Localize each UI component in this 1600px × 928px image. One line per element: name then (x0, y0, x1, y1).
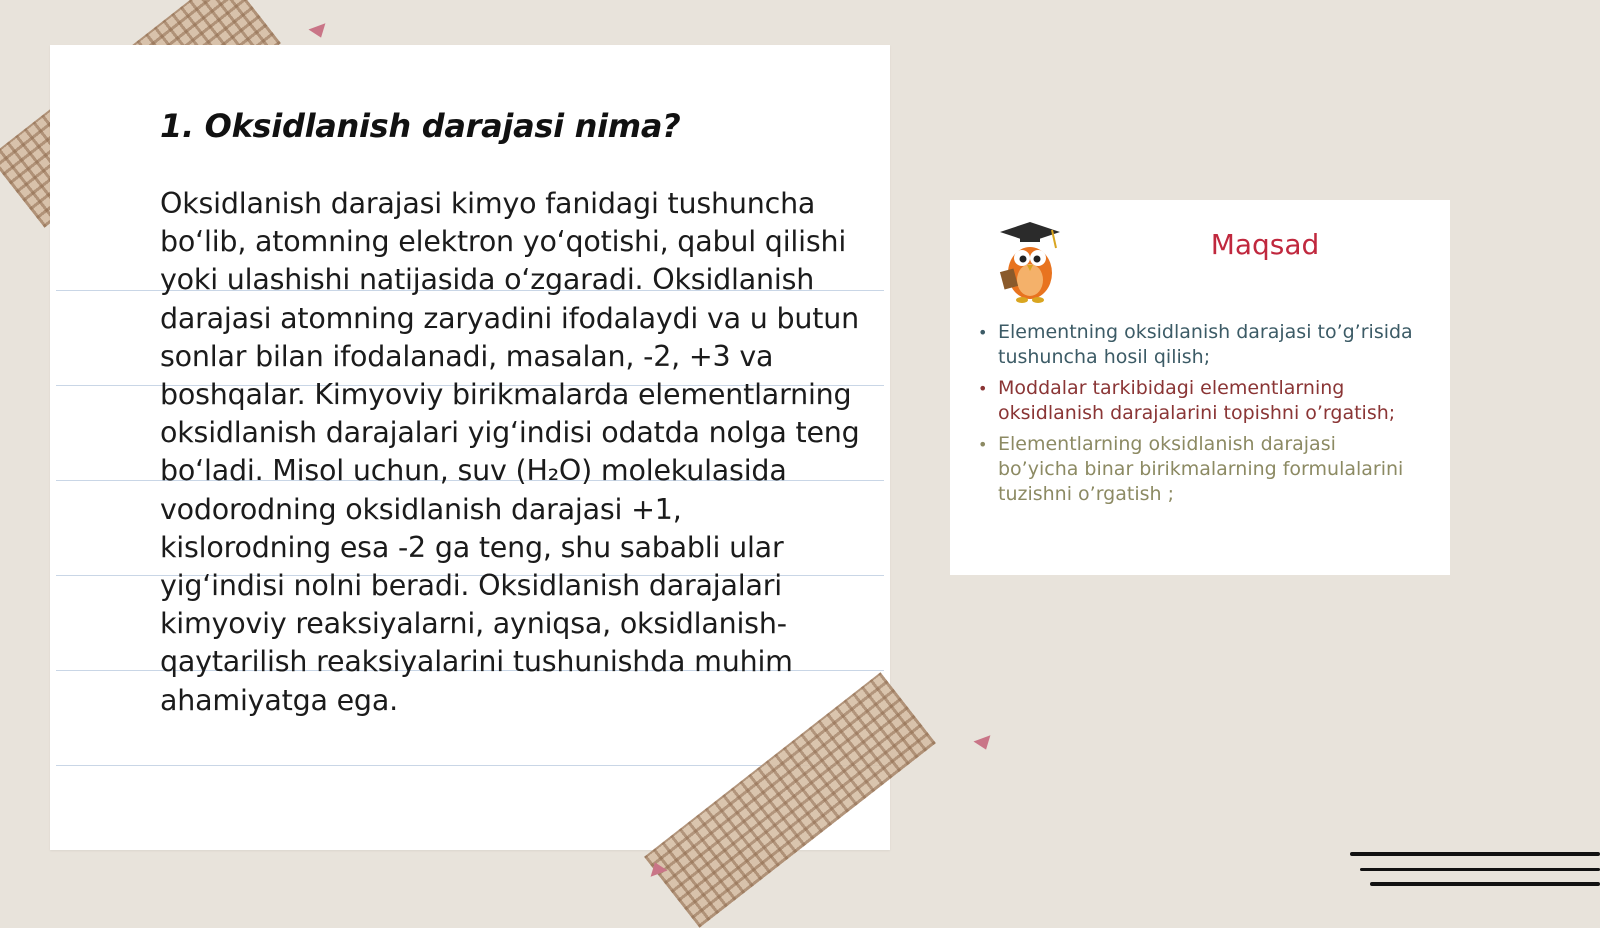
bullet-icon: • (978, 435, 988, 454)
list-item-text: Moddalar tarkibidagi elementlarning oksidlanish darajalarini topishni o’rgatish; (998, 377, 1396, 424)
brush-stroke (1360, 868, 1600, 871)
brush-stroke (1350, 852, 1600, 856)
slide-heading: 1. Oksidlanish darajasi nima? (160, 107, 681, 145)
pin-icon (973, 735, 994, 752)
graduate-owl-icon (990, 218, 1080, 308)
list-item (978, 432, 1418, 507)
bullet-icon: • (978, 323, 988, 342)
list-item (978, 376, 1418, 426)
goal-list (978, 320, 1418, 513)
pin-icon (308, 23, 329, 40)
goal-card (950, 200, 1450, 575)
bullet-icon: • (978, 379, 988, 398)
list-item-text: Elementlarning oksidlanish darajasi bo’yicha binar birikmalarning formulalarini tuzishni o’rgatish ; (998, 433, 1404, 505)
card-title: Maqsad (1210, 228, 1320, 261)
note-paper (50, 45, 890, 850)
slide-paragraph: Oksidlanish darajasi kimyo fanidagi tushuncha bo‘lib, atomning elektron yo‘qotishi, qabul qilishi yoki ulashishi natijasida o‘zgaradi. Oksidlanish darajasi atomning zaryadini ifodalaydi va u butun sonlar bilan ifodalanadi, masalan, -2, +3 va boshqalar. Kimyoviy birikmalarda elementlarning oksidlanish darajalari yig‘indisi odatda nolga teng bo‘ladi. Misol uchun, suv (H₂O) molekulasida vodorodning oksidlanish darajasi +1, kislorodning esa -2 ga teng, shu sababli ular yig‘indisi nolni beradi. Oksidlanish darajalari kimyoviy reaksiyalarni, ayniqsa, oksidlanish-qaytarilish reaksiyalarini tushunishda muhim ahamiyatga ega. (160, 187, 860, 717)
list-item-text: Elementning oksidlanish darajasi to’g’risida tushuncha hosil qilish; (998, 321, 1413, 368)
list-item (978, 320, 1418, 370)
brush-stroke (1370, 882, 1600, 886)
